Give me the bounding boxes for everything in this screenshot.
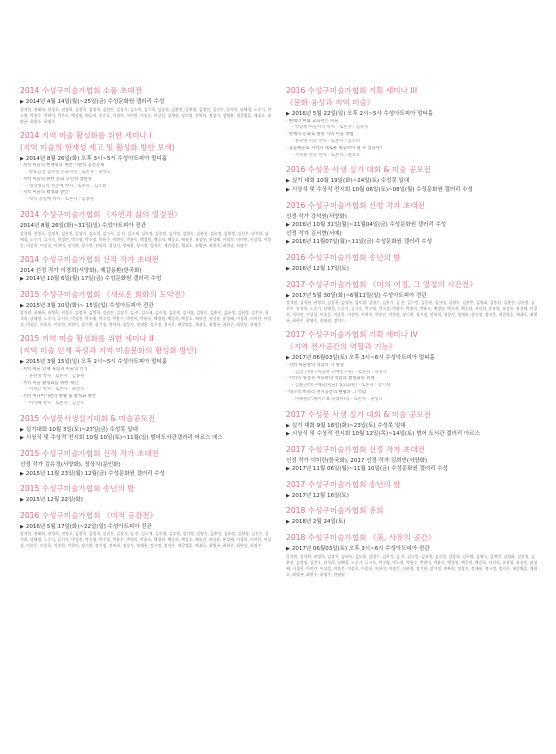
entry-title: 2015 수성구미술가협회 신작 작가 초대전 bbox=[20, 448, 160, 458]
seminar-topic: · 지역 미술의 위한 문화 요인의 상관성 bbox=[20, 176, 92, 182]
triangle-bullet-icon: ▶ bbox=[286, 546, 290, 553]
triangle-bullet-icon: ▶ bbox=[286, 466, 290, 473]
seminar-topic: · 지역 미술의 활성화 방안 bbox=[20, 190, 69, 196]
triangle-bullet-icon: ▶ bbox=[20, 435, 24, 442]
seminar-speaker: - 이미혜 박사 · 토론자 : 김진우 bbox=[26, 400, 85, 406]
history-entry bbox=[286, 280, 538, 325]
entry-title: 2017 수성못 사생 실기 대회 & 미술 공모전 bbox=[286, 409, 431, 419]
entry-detail-text: 2015년 3월 15일(일) 오후 2시~5시 수성아트피아 멀티룸 bbox=[25, 359, 168, 366]
seminar-speaker: - 김현근(대구예술(미술) 협회회원) · 토론자 : 장기정 bbox=[292, 383, 391, 389]
seminar-topic: · 대구의 비영리 전시공간의 현황과 그 역할 bbox=[286, 389, 367, 395]
entry-title: 2014 수성구미술가협회 소품 초대전 bbox=[20, 86, 142, 95]
entry-detail-text: 2016년 5월 17일(화)~22일(일) 수성아트피아 전관 bbox=[25, 523, 152, 530]
seminar-topic: · 지역 미술관의 역할과 기 방향 bbox=[286, 362, 345, 368]
seminar-speaker: - 서정근 박사 · 토론자 : 최영리 bbox=[26, 387, 85, 393]
triangle-bullet-icon: ▶ bbox=[20, 155, 24, 162]
entry-title: 2017 수성구미술가협회 《미의 여정, 그 열정의 시간전》 bbox=[286, 279, 477, 289]
entry-detail bbox=[286, 354, 538, 363]
seminar-speaker: - 대학생들의 전문예 박사 · 토론자 : 김소희 bbox=[26, 183, 107, 189]
entry-detail: 선정 작가 강석원(서양화) bbox=[286, 213, 347, 220]
history-entry bbox=[20, 210, 272, 249]
entry-detail bbox=[20, 358, 272, 367]
entry-title: 2016 수성구미술가협회 송년의 밤 bbox=[286, 252, 401, 262]
entry-detail-text: 2016년 5월 22일(일) 오후 2시~5시 수성아트피아 멀티홀 bbox=[291, 111, 434, 117]
seminar-speaker: - 김남구(대구미술관 학예연구관) · 토론자 : 육성식 bbox=[292, 369, 387, 375]
entry-detail: 2014년 8월 26일(화)~31일(일) 수성아트피아 전관 bbox=[20, 222, 147, 229]
entry-detail-text: 2015년 11월 23일(월) 12월(금) 수성문화원 갤러리 수성 bbox=[25, 470, 165, 477]
seminar-speaker: - 박남희 미술사학 박사 · 토론자 : 김유정 bbox=[292, 125, 369, 131]
triangle-bullet-icon: ▶ bbox=[286, 239, 290, 246]
history-entry bbox=[286, 533, 538, 578]
entry-subtitle: 《지역 전시공간의 역할과 기능》 bbox=[286, 342, 397, 352]
triangle-bullet-icon: ▶ bbox=[286, 186, 290, 193]
entry-subtitle: (지역 미술 인재 육성과 지역 미술문화의 활성화 방안) bbox=[20, 346, 197, 356]
entry-detail bbox=[286, 221, 538, 230]
triangle-bullet-icon: ▶ bbox=[286, 111, 290, 117]
entry-detail bbox=[286, 518, 538, 527]
seminar-topic: · 현재의 문화로 볼된 지역 미술 방법 bbox=[286, 132, 354, 138]
entry-detail: 2014 선정 작가 이경희(서양화), 제갈동환(한국화) bbox=[20, 267, 142, 274]
entry-detail: 선정 작가 이미란(한국화), 2017 선정 작가 김희빈(서양화) bbox=[286, 457, 428, 464]
triangle-bullet-icon: ▶ bbox=[286, 222, 290, 229]
entry-detail bbox=[286, 110, 538, 119]
history-entry bbox=[20, 414, 272, 443]
entry-detail-text: 실기대회 10월 3일(토)~27일(금) 수성못 일대 bbox=[25, 426, 138, 433]
seminar-speaker: - 홍관영 박사 · 토론자 : 김종원 bbox=[26, 373, 85, 379]
participant-names: 강석원, 강석현, 권정희, 김강옥, 김유록, 김도엽, 김명수, 김부기, 김 산, 김수빈, 김종원, 김서명, 김영숙, 김연빈, 김영화, 김종원, 김춘선, 김현정, 김진우, 남석희, 노중기, 남해경, 노중기, 류시숙, 박소영, 박소정, 박용수, 박현미, 박윤숙, 백경원, 백승희, 백승하, 서선희, 송유영, 유상통, 윤성혜, 이경희, 이미란, 이상섭, 이종문, 이종욱, 이송한, 이현미, 이종인, 이현정, 장기현, 장기정, 전복희, 정상식, 정재용, 정시정, 정지은, 제갈병훈, 채쉬호, 최병곤, 최현주, 하영주, 한평원, 정의수 bbox=[286, 300, 538, 324]
entry-detail bbox=[20, 302, 272, 311]
entry-detail bbox=[286, 265, 538, 274]
triangle-bullet-icon: ▶ bbox=[20, 276, 24, 283]
entry-title: 2015 지역 미술 활성화를 위한 세미나 II bbox=[20, 334, 154, 344]
triangle-bullet-icon: ▶ bbox=[286, 519, 290, 526]
entry-detail-text: 2017년 06월03일(토) 오후 3시~6시 수성아트피아 멀티홀 bbox=[291, 355, 435, 362]
entry-detail bbox=[20, 496, 272, 505]
entry-detail bbox=[286, 238, 538, 247]
entry-detail-text: 2014년 4월 14일(월)~25일(금) 수성문화원 갤러리 수성 bbox=[25, 99, 165, 105]
entry-detail-text: 시상식 및 수상작 전시회 10월 06일(토)~08일(월) 수성문화원 갤러리 수성 bbox=[291, 186, 473, 193]
triangle-bullet-icon: ▶ bbox=[20, 99, 24, 105]
history-entry bbox=[20, 255, 272, 284]
entry-title: 2014 수성구미술가협회 신작 작가 초대전 bbox=[20, 254, 160, 264]
triangle-bullet-icon: ▶ bbox=[286, 355, 290, 362]
entry-title: 2014 지역 미술 활성화를 위한 세미나 I bbox=[20, 130, 152, 140]
history-entry bbox=[286, 506, 538, 527]
entry-detail-text: 2015년 12월 22일(화) bbox=[25, 497, 83, 504]
history-entry bbox=[20, 511, 272, 550]
history-entry bbox=[286, 165, 538, 194]
entry-detail bbox=[286, 430, 538, 439]
entry-detail-text: 실기 대회 9월 18일(화)~23일(토) 수성못 일대 bbox=[291, 422, 406, 429]
seminar-topic: · 지역 미술의 현재성과 재반 기관의 공간문제 bbox=[20, 163, 105, 169]
triangle-bullet-icon: ▶ bbox=[20, 470, 24, 477]
seminar-topic: · 지역의 성장과 미술관의 역할과 활성화의 전제 bbox=[286, 376, 375, 382]
entry-detail-text: 실기 대회 10월 19일(화)~24일(토) 수성못 일대 bbox=[291, 178, 410, 185]
entry-detail-text: 2014년 8월 26일(화) 오후 3시~5시 수성아트피아 멀티룸 bbox=[25, 155, 168, 162]
seminar-topic: · 지역 미술 인재 육성과 미술의 인식 bbox=[20, 366, 88, 372]
triangle-bullet-icon: ▶ bbox=[286, 422, 290, 429]
entry-title: 2015 수성구미술가협회 《새로운 회화의 도약전》 bbox=[20, 289, 189, 299]
entry-subtitle: (지역 미술의 현재성 제고 및 활성화 방안 모색) bbox=[20, 142, 175, 152]
seminar-speaker: - 대학 졸업예 박사 · 토론자 : 김종원 bbox=[26, 197, 94, 203]
entry-title: 2016 수성못 사생 실기 대회 & 미술 공모전 bbox=[286, 165, 431, 175]
entry-detail bbox=[20, 98, 272, 107]
entry-title: 2017 수성구미술가협회 선정 작가 초대전 bbox=[286, 444, 426, 454]
participant-names: 강석원, 권태하, 권정희, 권정호, 김정옥, 김정희, 김원진, 김상기, 김 산, 김소재, 김숙정, 김종원, 김서명, 김영숙, 김춘선, 김유정, 김현정, 김진우, 남석희, 남해경, 노중기, 류시숙, 박경진, 박소영, 박소정, 박용수, 박현미, 박윤숙, 백경원, 백승희, 백상호, 배유진, 유상통, 윤성혜, 이경희, 이미란, 이상섭, 이종문, 이종욱, 이송한, 이현미, 장기현, 장기정, 전복희, 정상식, 정재용, 정시정, 정지은, 제갈병훈, 채쉬호, 최병곤, 최현주, 최현남, 하영주 bbox=[20, 531, 272, 549]
triangle-bullet-icon: ▶ bbox=[286, 292, 290, 299]
entry-detail-text: 2016년 10월 31일(월)~11월04일(금) 수성문화원 갤러리 수성 bbox=[291, 222, 447, 229]
entry-title: 2018 수성구미술가협회 《美, 사유의 공간》 bbox=[286, 533, 436, 543]
participant-names: 강석원, 권태하, 권정희, 권정호, 김정옥, 김정희, 김원진, 김상기, 김 산, 김소재, 김숙정, 김종원, 김서명, 김영숙, 김춘선, 김유정, 김현정, 김진우, 남석희, 남해경, 노중기, 류시숙, 박경진, 박소영, 박소정, 박용수, 박현미, 박윤숙, 백경원, 백승희, 백상호, 배유진, 유상통, 윤성혜, 이경희, 이미란, 이상섭, 이종문, 이종욱, 이송한, 이현미, 장기현, 장기정, 전복희, 정상식, 정재용, 정시정, 정지은, 제갈병훈, 채쉬호, 최병곤, 최현주, 최현남, 하영주 bbox=[20, 310, 272, 328]
seminar-speaker: - 서성훈 철학 박사 · 토론자 : 권정호 bbox=[292, 152, 360, 158]
entry-detail-text: 2015년 3월 10일(화)~ 15일(일) 수성아트피아 전관 bbox=[25, 302, 154, 309]
entry-detail bbox=[20, 470, 272, 479]
entry-subtitle: 《문화 융성과 지역 미술》 bbox=[286, 98, 375, 107]
participant-names: 강석원, 강석현, 권정희, 김강옥, 김유록, 김도엽, 김명수, 김부기, 김 산, 김소빈, 김유정, 김승원, 김종원, 김서명, 김영숙, 김연빈, 김영화, 김종원, 김춘선, 김현정, 김진우, 남석희, 남해경, 노중기, 류시숙, 박소영, 박소정, 박용수, 박현미, 박윤숙, 백경원, 백승희, 백승하, 서선희, 송유영, 유상통, 윤성혜, 이경희, 이미란, 이상섭, 이종문, 이종욱, 이송한, 이현미, 이종인, 이현정, 장기현, 장기정, 전복희, 정상식, 정재용, 정시정, 정지은, 제갈병훈, 채쉬호, 최병곤, 최현주, 하영주, 한평원 bbox=[286, 553, 538, 577]
history-entry bbox=[20, 334, 272, 407]
triangle-bullet-icon: ▶ bbox=[20, 497, 24, 504]
seminar-topic: · 지역 미술 활성화를 위한 제언 bbox=[20, 380, 79, 386]
history-entry bbox=[286, 480, 538, 501]
triangle-bullet-icon: ▶ bbox=[20, 426, 24, 433]
entry-detail bbox=[286, 492, 538, 501]
seminar-topic: · 공공예술로 지역의 새로운 원동력이 될 수 있을까? bbox=[286, 145, 383, 151]
entry-detail-text: 2018년 2월 24일(토) bbox=[291, 519, 346, 526]
triangle-bullet-icon: ▶ bbox=[286, 431, 290, 438]
entry-title: 2014 수성구미술가협회 《자연과 삶의 열정전》 bbox=[20, 209, 182, 219]
entry-detail bbox=[20, 434, 272, 443]
entry-title: 2017 수성구미술가협회 기획 세미나 IV bbox=[286, 330, 418, 340]
entry-detail-text: 2014년 10월 6일(월) 17일(금) 수성문화원 갤러리 수성 bbox=[25, 276, 162, 283]
entry-detail bbox=[286, 422, 538, 431]
seminar-speaker: - 홍관영 미학 박사 · 토론자 : 김소희 bbox=[292, 138, 360, 144]
triangle-bullet-icon: ▶ bbox=[20, 302, 24, 309]
entry-detail-text: 2017년 5월 30일(화)~6월11일(일) 수성아트피아 전관 bbox=[291, 292, 427, 299]
history-entry bbox=[20, 484, 272, 505]
entry-detail: 선정 작가 김유경(서양화), 정상식(문인화) bbox=[20, 461, 121, 468]
entry-detail-text: 2017년 11월 06일(월)~11월 10일(금) 수성문화원 갤러리 수성 bbox=[291, 466, 448, 473]
entry-title: 2018 수성구미술가협회 총회 bbox=[286, 506, 384, 516]
history-entry bbox=[286, 86, 538, 159]
history-entry bbox=[286, 201, 538, 247]
participant-names: 강석원, 권정호, 김정옥, 김원진, 김상기, 김소희, 김수희, 김 산, 김소재, 김숙정, 김종원, 김서명, 김영숙, 김춘선, 김유정, 김현정, 김진우, 남석희, 남해경, 노중기, 류시숙, 박경진, 박소영, 박소정, 박용수, 박현미, 박윤숙, 백경원, 백승희, 백상호, 배유진, 유상통, 윤성혜, 이경희, 이미란, 이상섭, 이종문, 이종욱, 이송한, 이현미, 장기현, 장기정, 전복희, 정상식, 정재용, 정시정, 정지은, 제갈병훈, 채쉬호, 최병곤, 최현주, 최현남, 하영주 bbox=[20, 230, 272, 248]
triangle-bullet-icon: ▶ bbox=[286, 492, 290, 499]
history-entry bbox=[20, 290, 272, 329]
entry-detail-text: 2017년 06월03일(토) 오후 3시~6시 수성아트피아 전관 bbox=[291, 546, 430, 553]
history-column-left bbox=[20, 86, 272, 555]
entry-detail: 선정 작가 김서현(서예) bbox=[286, 230, 342, 237]
seminar-speaker: - 이혜원(스페이스 K 큐레이터) · 토론자 : 권성요 bbox=[292, 396, 383, 402]
entry-detail bbox=[286, 292, 538, 301]
entry-title: 2016 수성구미술가협회 《미적 공감전》 bbox=[20, 510, 158, 520]
history-entry bbox=[286, 253, 538, 274]
history-entry bbox=[20, 131, 272, 204]
entry-title: 2015 수성못사생실기대회 & 미술공모전 bbox=[20, 413, 156, 423]
entry-detail bbox=[20, 155, 272, 164]
triangle-bullet-icon: ▶ bbox=[20, 359, 24, 366]
history-entry bbox=[286, 330, 538, 403]
entry-detail-text: 2017년 12월 16일(토) bbox=[291, 492, 349, 499]
triangle-bullet-icon: ▶ bbox=[286, 265, 290, 272]
entry-title: 2016 수성구미술가협회 기획 세미나 III bbox=[286, 86, 418, 95]
history-entry bbox=[20, 449, 272, 478]
entry-detail-text: 시상식 및 수상작 전시회 10월 12일(목)~14일(토) 범어 도서관 갤러리 아르스 bbox=[291, 431, 480, 438]
entry-detail bbox=[20, 426, 272, 435]
entry-detail bbox=[286, 177, 538, 186]
participant-names: 강석원, 권태하, 권정호, 권정희, 김정옥, 김정희, 김원진, 김상기, 김소희, 김수희, 김종원, 김춘선, 김현정, 김정민, 김진우, 남석희, 남해경, 노중기, 박소영, 박용수, 박현미, 박은숙, 백경원, 백승희, 송순호, 이정희, 이미란, 이종문, 이상섭, 장계현, 장기정, 전복희, 정상식, 정재용, 제갈병훈, 채쉬호, 최병곤, 최현주, 하영주 bbox=[20, 106, 272, 124]
entry-title: 2017 수성구미술가협회 송년의 밤 bbox=[286, 479, 401, 489]
entry-detail-text: 2016년 12월 17일(토) bbox=[291, 265, 349, 272]
triangle-bullet-icon: ▶ bbox=[20, 523, 24, 530]
entry-detail bbox=[286, 465, 538, 474]
entry-detail bbox=[20, 523, 272, 532]
history-entry bbox=[286, 410, 538, 439]
seminar-topic: · 지역 미디어기관의 현황 및 활성화 방안 bbox=[20, 394, 96, 400]
entry-detail-text: 시상식 및 수상작 전시회 10월 10일(토)~11월(일) 범어도서관갤러리 어르스 에스 bbox=[25, 435, 223, 442]
seminar-topic: · 현대의 미와 교육이는 미술 bbox=[286, 118, 339, 124]
seminar-speaker: - 발표김창 김수정 문화저널 · 토론자 : 권정호 bbox=[26, 169, 111, 175]
entry-title: 2016 수성구미술가협회 선정 작가 초대전 bbox=[286, 200, 426, 210]
history-column-right bbox=[286, 86, 538, 584]
entry-detail bbox=[20, 275, 272, 284]
history-entry bbox=[20, 86, 272, 125]
entry-title: 2015 수성구미술가협회 송년의 밤 bbox=[20, 484, 135, 494]
history-entry bbox=[286, 445, 538, 474]
entry-detail bbox=[286, 186, 538, 195]
entry-detail bbox=[286, 545, 538, 554]
entry-detail-text: 2016년 11월07일(월)~11일(금) 수성문화원 갤러리 수성 bbox=[291, 239, 433, 246]
triangle-bullet-icon: ▶ bbox=[286, 178, 290, 185]
